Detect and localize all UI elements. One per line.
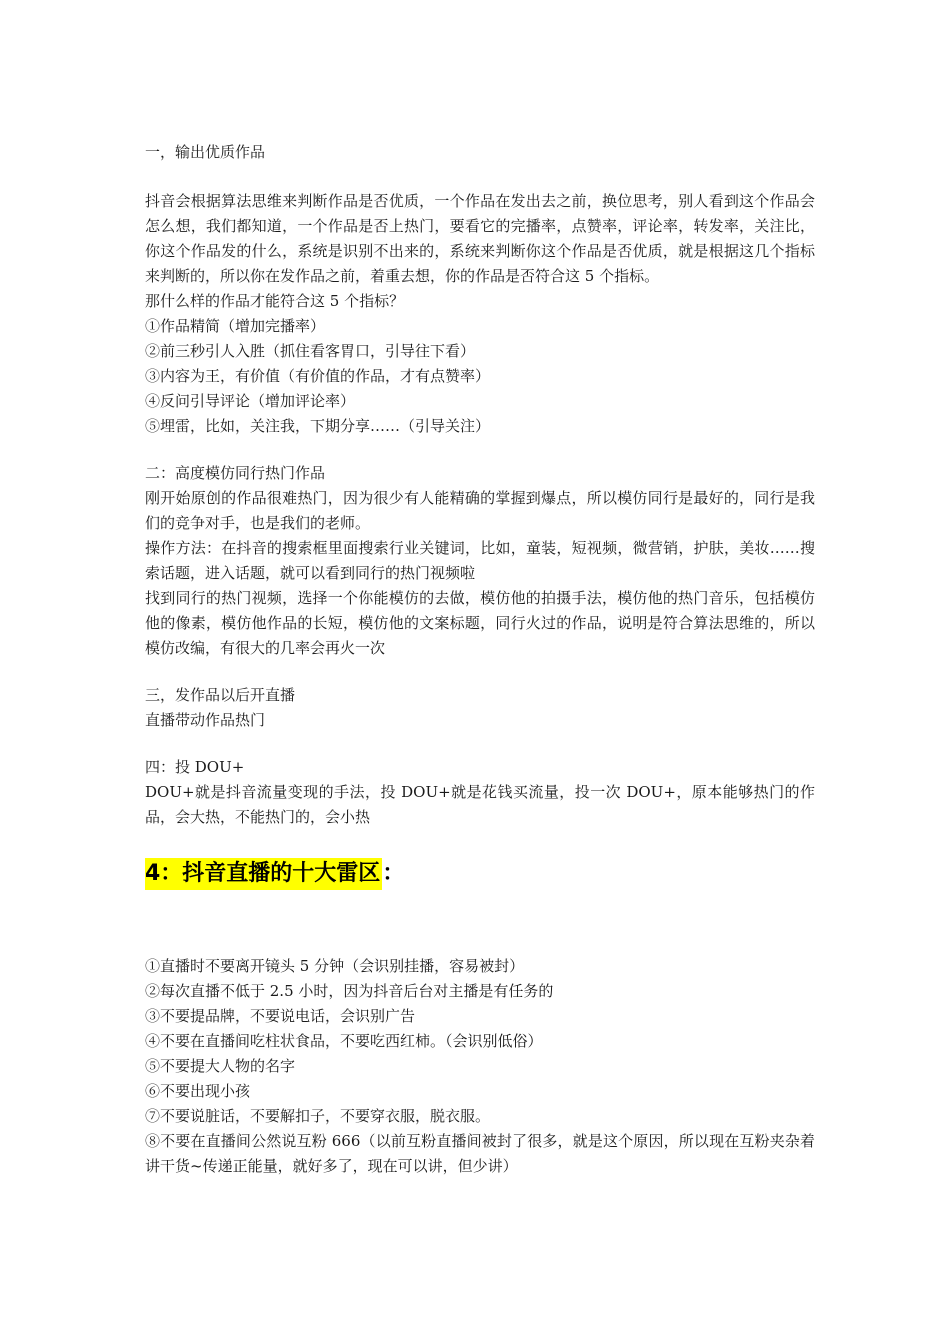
minefield-item-8: ⑧不要在直播间公然说互粉 666（以前互粉直播间被封了很多，就是这个原因，所以现在互粉夹杂着讲干货~传递正能量，就好多了，现在可以讲，但少讲） <box>145 1132 815 1175</box>
minefield-item-3: ③不要提品牌，不要说电话，会识别广告 <box>145 1007 416 1025</box>
minefield-item-6: ⑥不要出现小孩 <box>145 1082 251 1100</box>
minefield-item-1: ①直播时不要离开镜头 5 分钟（会识别挂播，容易被封） <box>145 957 525 975</box>
section1-title: 一，输出优质作品 <box>145 143 266 161</box>
section3-line: 直播带动作品热门 <box>145 711 266 729</box>
section3-title: 三，发作品以后开直播 <box>145 686 296 704</box>
section1-item-5: ⑤埋雷，比如，关注我，下期分享……（引导关注） <box>145 417 491 435</box>
section1-item-2: ②前三秒引人入胜（抓住看客胃口，引导往下看） <box>145 342 476 360</box>
minefield-item-4: ④不要在直播间吃柱状食品，不要吃西红柿。（会识别低俗） <box>145 1032 543 1050</box>
section1-item-4: ④反问引导评论（增加评论率） <box>145 392 356 410</box>
document-page <box>145 140 815 1179</box>
section1-item-1: ①作品精简（增加完播率） <box>145 317 326 335</box>
section1-paragraph: 抖音会根据算法思维来判断作品是否优质，一个作品在发出去之前，换位思考，别人看到这个作品会怎么想，我们都知道，一个作品是否上热门，要看它的完播率，点赞率，评论率，转发率，关注比，你这个作品发的什么，系统是识别不出来的，系统来判断你这个作品是否优质，就是根据这几个指标来判断的，所以你在发作品之前，着重去想，你的作品是否符合这 5 个指标。 <box>145 192 815 285</box>
section4-paragraph: DOU+就是抖音流量变现的手法，投 DOU+就是花钱买流量，投一次 DOU+，原本能够热门的作品，会大热，不能热门的，会小热 <box>145 783 815 826</box>
minefield-heading-block <box>145 858 815 892</box>
section2-paragraph-3: 找到同行的热门视频，选择一个你能模仿的去做，模仿他的拍摄手法，模仿他的热门音乐，包括模仿他的像素，模仿他作品的长短，模仿他的文案标题，同行火过的作品，说明是符合算法思维的，所以模仿改编，有很大的几率会再火一次 <box>145 589 815 657</box>
minefield-item-7: ⑦不要说脏话，不要解扣子，不要穿衣服，脱衣服。 <box>145 1107 491 1125</box>
section1-question: 那什么样的作品才能符合这 5 个指标？ <box>145 292 405 310</box>
section2-title: 二：高度模仿同行热门作品 <box>145 464 326 482</box>
section4-title: 四：投 DOU+ <box>145 758 245 776</box>
section2-paragraph-2: 操作方法：在抖音的搜索框里面搜索行业关键词，比如，童装，短视频，微营销，护肤，美妆……搜索话题，进入话题，就可以看到同行的热门视频啦 <box>145 539 815 582</box>
minefield-item-2: ②每次直播不低于 2.5 小时，因为抖音后台对主播是有任务的 <box>145 982 554 1000</box>
section1-item-3: ③内容为王，有价值（有价值的作品，才有点赞率） <box>145 367 491 385</box>
minefield-item-5: ⑤不要提大人物的名字 <box>145 1057 296 1075</box>
section2-paragraph-1: 刚开始原创的作品很难热门，因为很少有人能精确的掌握到爆点，所以模仿同行是最好的，同行是我们的竞争对手，也是我们的老师。 <box>145 489 815 532</box>
minefield-heading: 4：抖音直播的十大雷区 <box>145 858 382 890</box>
minefield-heading-colon: ： <box>382 861 405 886</box>
